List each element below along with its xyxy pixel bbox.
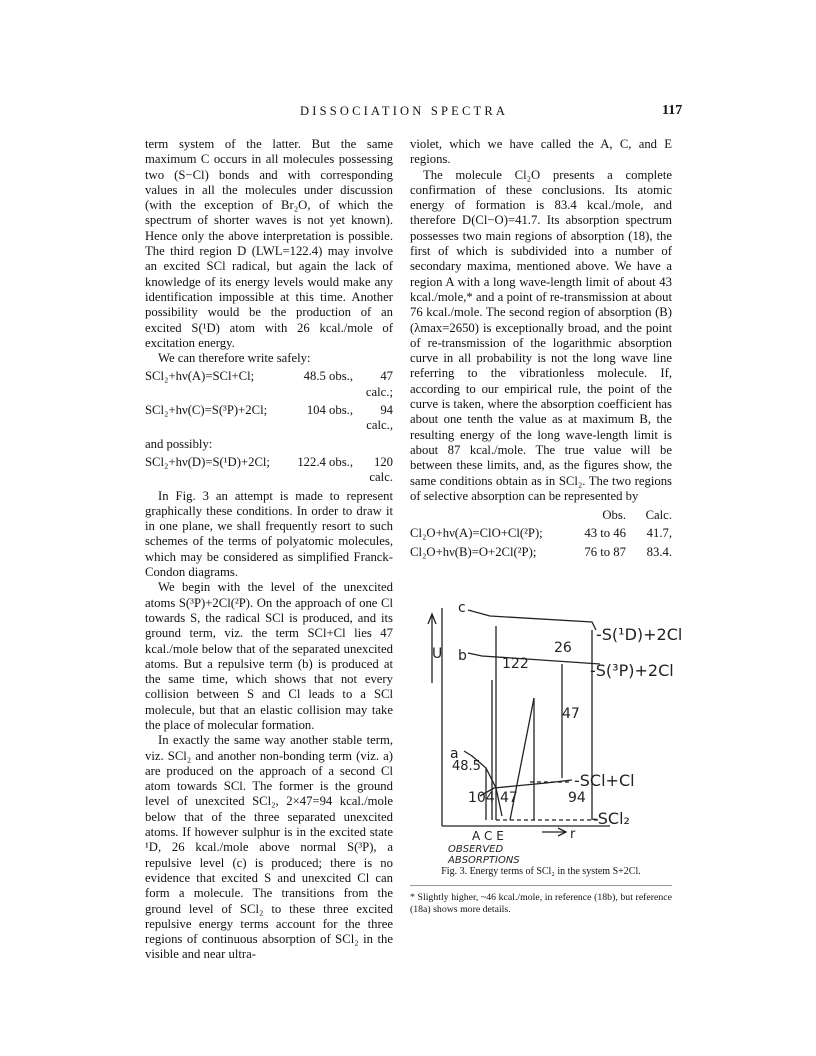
calculated-value: 94 calc., (366, 403, 393, 433)
label-s3p: -S(³P)+2Cl (590, 661, 674, 680)
table-header (410, 508, 672, 523)
paragraph: term system of the latter. But the same maximum C occurs in all molecules possessing two (S−Cl) bonds and with corresponding values in all the molecules under discussion (with the exception of Br₂O, of which the spectrum of shorter waves is not yet known). Hence only the above interpretation is possible. The third region D (LWL=122.4) may involve an excited SCl radical, but again the lack of knowledge of its energy levels would make any identification impossible at this time. Another possibility would be the production of an excited S(¹D) atom with 26 kcal./mole of excitation energy. (145, 137, 393, 350)
paragraph: In exactly the same way another stable term, viz. SCl₂ and another non-bonding term (viz. a) are produced on the approach of a second Cl atom towards SCl. The former is the ground level of unexcited SCl₂, 2×47=94 kcal./mole below that of the three separated unexcited atoms. If however sulphur is in the excited state ¹D, 26 kcal./mole above normal S(³P), a repulsive level (c) is produced; there is no evidence that excited S and unexcited Cl can form a molecule. The transitions from the ground level of SCl₂ to these three excited repulsive energy terms account for the three regions of continuous absorption of SCl₂ in the visible and near ultra- (145, 733, 393, 962)
equation: SCl₂+hν(C)=S(³P)+2Cl; (145, 403, 268, 418)
label-r: r (570, 827, 576, 842)
label-ace: A C E (472, 829, 504, 843)
label-47b: 47 (500, 790, 518, 806)
observed-value: 104 obs., (306, 403, 353, 418)
observed-value: 122.4 obs., (297, 454, 353, 469)
calculated-value: 41.7, (646, 526, 672, 541)
equation: SCl₂+hν(A)=SCl+Cl; (145, 369, 255, 384)
label-94: 94 (568, 790, 586, 806)
equation: SCl₂+hν(D)=S(¹D)+2Cl; (145, 454, 270, 469)
label-104: 104 (468, 790, 495, 806)
curve-c (468, 610, 596, 630)
paragraph: and possibly: (145, 436, 213, 451)
running-title: DISSOCIATION SPECTRA (300, 104, 509, 118)
label-47a: 47 (562, 706, 580, 722)
observed-value: 76 to 87 (584, 544, 626, 559)
calculated-value: 47 calc.; (365, 369, 393, 399)
figure-caption: Fig. 3. Energy terms of SCl₂ in the system S+2Cl. (441, 866, 641, 877)
obs-header: Obs. (602, 508, 626, 523)
observed-value: 43 to 46 (584, 526, 626, 541)
right-column (410, 137, 672, 563)
equation: Cl₂O+hν(B)=O+2Cl(²P); (410, 544, 537, 559)
equation: Cl₂O+hν(A)=ClO+Cl(²P); (410, 526, 543, 541)
footnote: * Slightly higher, ~46 kcal./mole, in reference (18b), but reference (18a) shows more details. (410, 885, 672, 916)
page-number: 117 (662, 103, 683, 118)
label-b: b (458, 648, 467, 664)
paragraph: The molecule Cl₂O presents a complete confirmation of these conclusions. Its atomic energy of formation is 83.4 kcal./mole, and therefore D(Cl−O)=41.7. Its absorption spectrum possesses two main regions of absorption (18), the first of which is subdivided into a number of secondary maxima, mentioned above. We have a region A with a long wave-length limit of about 43 kcal./mole,* and a point of re-transmission at about 76 kcal./mole. The second region of absorption (B) (λmax=2650) is exceptionally broad, and the point of re-transmission of the logarithmic absorption curve in all probability is not the long wave line referring to the vibrationless molecule. If, according to our empirical rule, the point of the curve is taken, where the absorption coefficient has about one tenth the value as at maximum B, the resulting energy of the long wave-length limit is about 87 kcal./mole. The true value will be between these limits, and, as the figures show, the same conditions obtain as in SCl₂. The two regions of selective absorption can be represented by (410, 167, 672, 503)
label-26: 26 (554, 640, 572, 656)
label-observed: OBSERVED (448, 844, 504, 855)
calculated-value: 83.4. (646, 544, 672, 559)
paragraph: We begin with the level of the unexcited atoms S(³P)+2Cl(²P). On the approach of one Cl towards S, the radical SCl is produced, and its ground term, viz. the term SCl+Cl lies 47 kcal./mole below that of the separated unexcited atoms. But a repulsive term (b) is produced at the same time, which shows that not every collision between S and Cl leads to a SCl molecule, but that an elastic collision may take the place of molecular formation. (145, 580, 393, 732)
paragraph: We can therefore write safely: (158, 351, 311, 366)
energy-diagram-svg (410, 588, 683, 868)
observed-value: 48.5 obs., (303, 369, 353, 384)
paragraph: violet, which we have called the A, C, and E regions. (410, 137, 672, 167)
label-485: 48.5 (452, 759, 481, 774)
label-scl2: -SCl₂ (592, 809, 630, 828)
label-122: 122 (502, 656, 529, 672)
left-column (145, 137, 393, 963)
calc-header: Calc. (645, 508, 672, 523)
label-u: U (432, 646, 443, 662)
label-absorptions: ABSORPTIONS (448, 855, 520, 866)
label-s1d: -S(¹D)+2Cl (596, 625, 683, 644)
label-scl: -SCl+Cl (574, 771, 635, 790)
calculated-value: 120 calc. (369, 454, 393, 485)
curve-b (468, 653, 600, 664)
equation-row (145, 369, 393, 400)
table-row (410, 545, 672, 560)
energy-diagram (410, 588, 683, 868)
equation-row (145, 455, 393, 486)
equation-row (145, 403, 393, 434)
label-a: a (450, 746, 459, 762)
table-row (410, 526, 672, 541)
page-header (0, 104, 816, 124)
label-c: c (458, 600, 466, 616)
paragraph: In Fig. 3 an attempt is made to represent graphically these conditions. In order to draw it in one plane, we shall frequently resort to such schemes of the terms of polyatomic molecules, which may be considered as simplified Franck-Condon diagrams. (145, 488, 393, 580)
